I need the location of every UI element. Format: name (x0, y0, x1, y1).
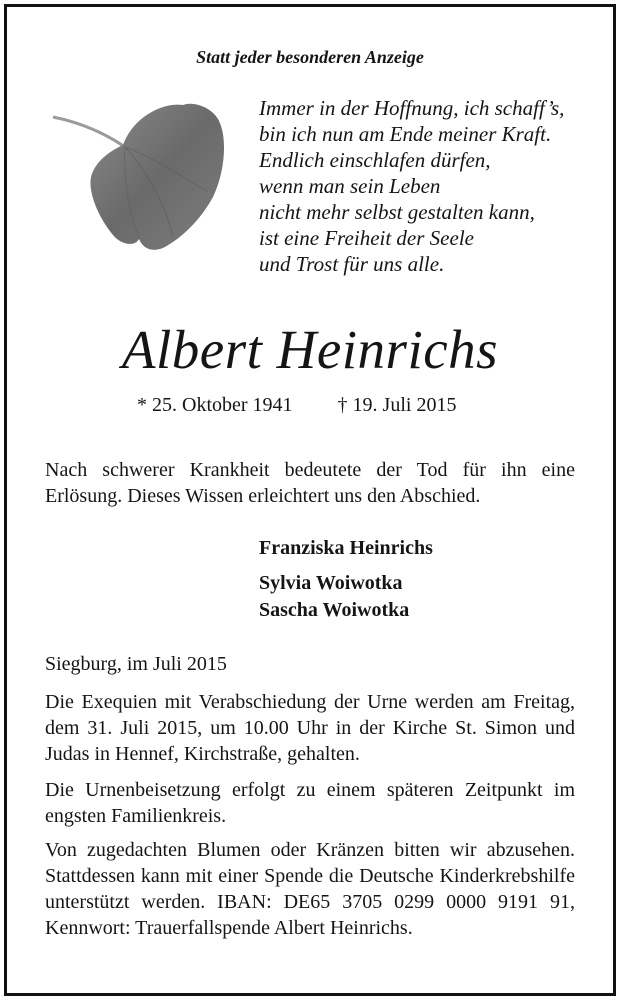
life-dates (137, 393, 557, 417)
donation-info: Von zugedachten Blumen oder Kränzen bitten wir abzusehen. Stattdessen kann mit einer Spende die Deutsche Kinderkrebshilfe unterstützt werden. IBAN: DE65 3705 0299 0000 9191 91, Kennwort: Trauerfallspende Albert Heinrichs. (45, 839, 575, 939)
poem-line: Endlich einschlafen dürfen, (259, 148, 491, 172)
intro-text: Nach schwerer Krankheit bedeutete der Tod für ihn eine Erlösung. Dieses Wissen erleichtert uns den Abschied. (45, 459, 575, 507)
obituary-frame (4, 4, 616, 996)
birth-date: * 25. Oktober 1941 (137, 394, 293, 416)
signer-name: Franziska Heinrichs (259, 537, 433, 559)
poem (259, 95, 599, 277)
poem-line: ist eine Freiheit der Seele (259, 226, 474, 250)
poem-line: nicht mehr selbst gestalten kann, (259, 200, 535, 224)
header-line: Statt jeder besonderen Anzeige (196, 47, 424, 67)
signers (259, 535, 589, 624)
signer-name: Sascha Woiwotka (259, 599, 410, 621)
poem-line: und Trost für uns alle. (259, 252, 445, 276)
deceased-name: Albert Heinrichs (121, 319, 499, 380)
poem-line: bin ich nun am Ende meiner Kraft. (259, 122, 552, 146)
death-date: † 19. Juli 2015 (337, 394, 457, 416)
place-date: Siegburg, im Juli 2015 (45, 653, 227, 675)
signer-name: Sylvia Woiwotka (259, 572, 403, 594)
poem-line: Immer in der Hoffnung, ich schaff’s, (259, 96, 565, 120)
poem-line: wenn man sein Leben (259, 174, 441, 198)
ginkgo-leaf-icon (43, 97, 243, 257)
burial-info: Die Urnenbeisetzung erfolgt zu einem späteren Zeitpunkt im engsten Familienkreis. (45, 779, 575, 827)
funeral-info: Die Exequien mit Verabschiedung der Urne werden am Freitag, dem 31. Juli 2015, um 10.00 Uhr in der Kirche St. Simon und Judas in Hennef, Kirchstraße, gehalten. (45, 691, 575, 765)
